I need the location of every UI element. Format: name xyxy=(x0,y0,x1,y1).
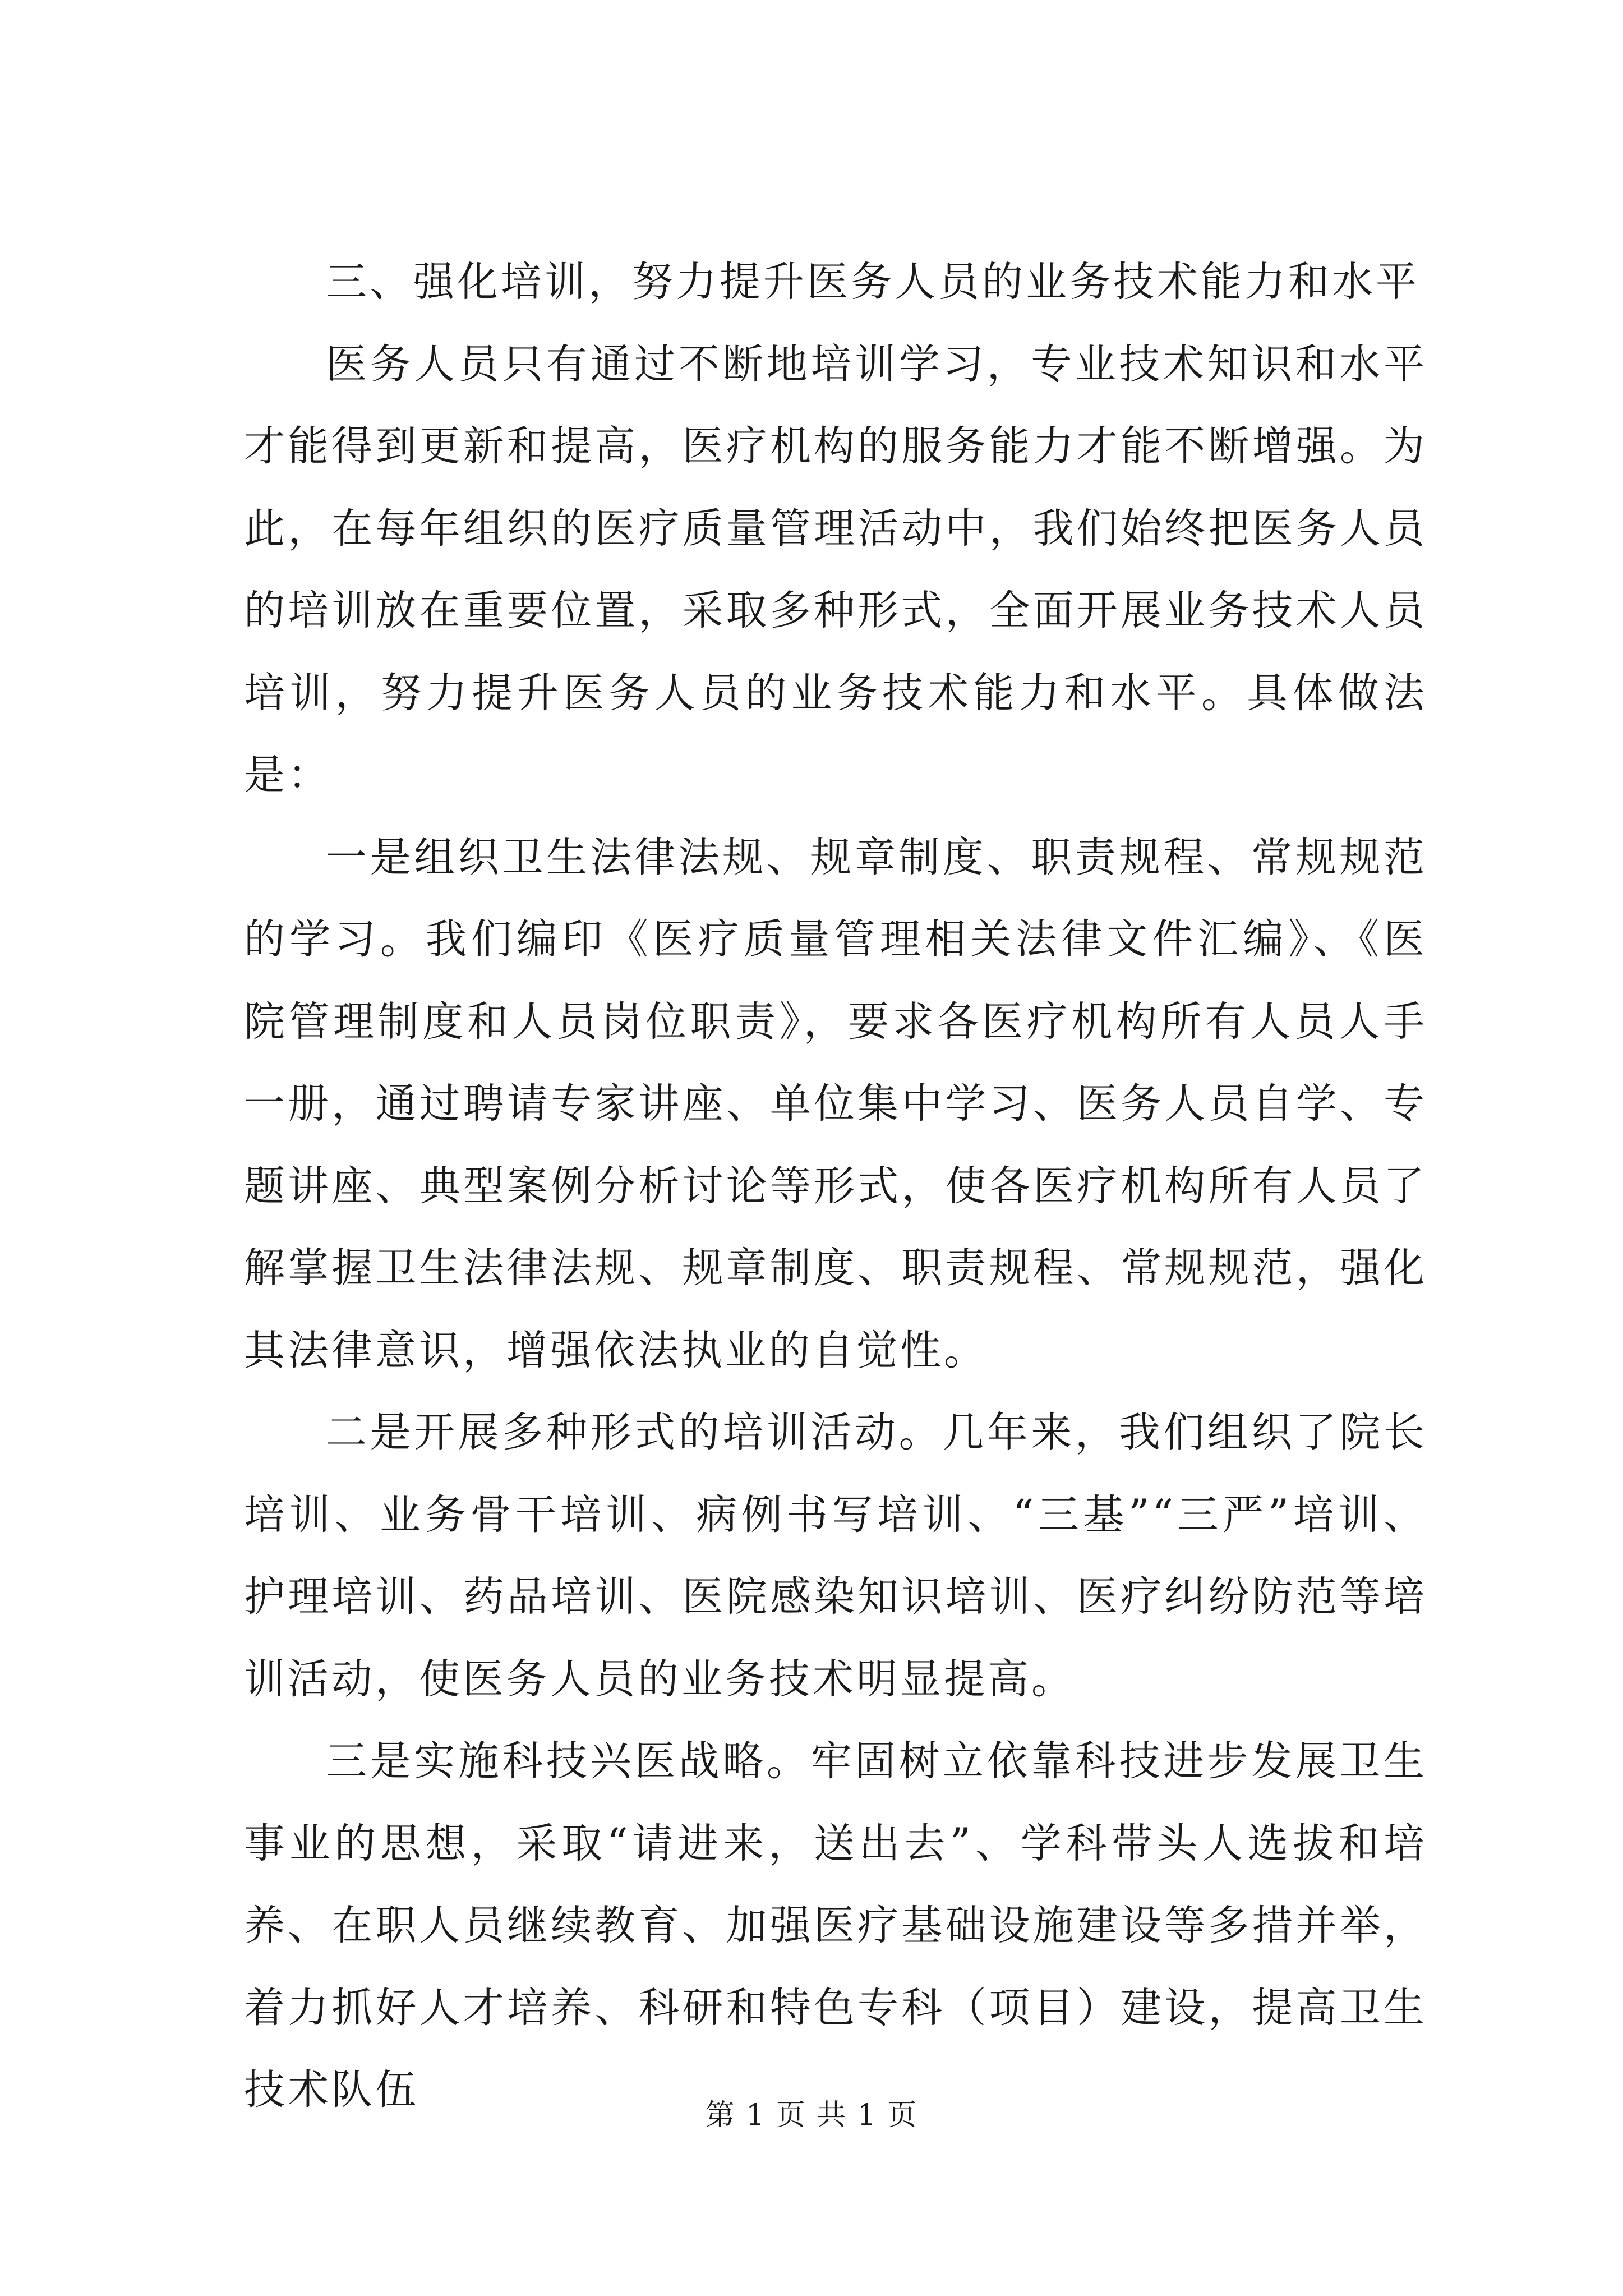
paragraph-intro: 医务人员只有通过不断地培训学习，专业技术知识和水平才能得到更新和提高，医疗机构的服务能力才能不断增强。为此，在每年组织的医疗质量管理活动中，我们始终把医务人员的培训放在重要位置，采取多种形式，全面开展业务技术人员培训，努力提升医务人员的业务技术能力和水平。具体做法是： xyxy=(244,340,1427,799)
paragraph-laws-study: 一是组织卫生法律法规、规章制度、职责规程、常规规范的学习。我们编印《医疗质量管理相关法律文件汇编》、《医院管理制度和人员岗位职责》，要求各医疗机构所有人员人手一册，通过聘请专家讲座、单位集中学习、医务人员自学、专题讲座、典型案例分析讨论等形式，使各医疗机构所有人员了解掌握卫生法律法规、规章制度、职责规程、常规规范，强化其法律意识，增强依法执业的自觉性。 xyxy=(244,833,1427,1374)
page-footer: 第 1 页 共 1 页 xyxy=(705,2099,918,2132)
section-heading: 三、强化培训，努力提升医务人员的业务技术能力和水平 xyxy=(326,258,1419,306)
paragraph-training-activities: 二是开展多种形式的培训活动。几年来，我们组织了院长培训、业务骨干培训、病例书写培训、“三基”“三严”培训、护理培训、药品培训、医院感染知识培训、医疗纠纷防范等培训活动，使医务人员的业务技术明显提高。 xyxy=(244,1409,1427,1703)
paragraph-science-strategy: 三是实施科技兴医战略。牢固树立依靠科技进步发展卫生事业的思想，采取“请进来，送出去”、学科带头人选拔和培养、在职人员继续教育、加强医疗基础设施建设等多措并举，着力抓好人才培养、科研和特色专科（项目）建设，提高卫生技术队伍 xyxy=(244,1737,1427,2114)
document-body xyxy=(244,241,1427,2132)
